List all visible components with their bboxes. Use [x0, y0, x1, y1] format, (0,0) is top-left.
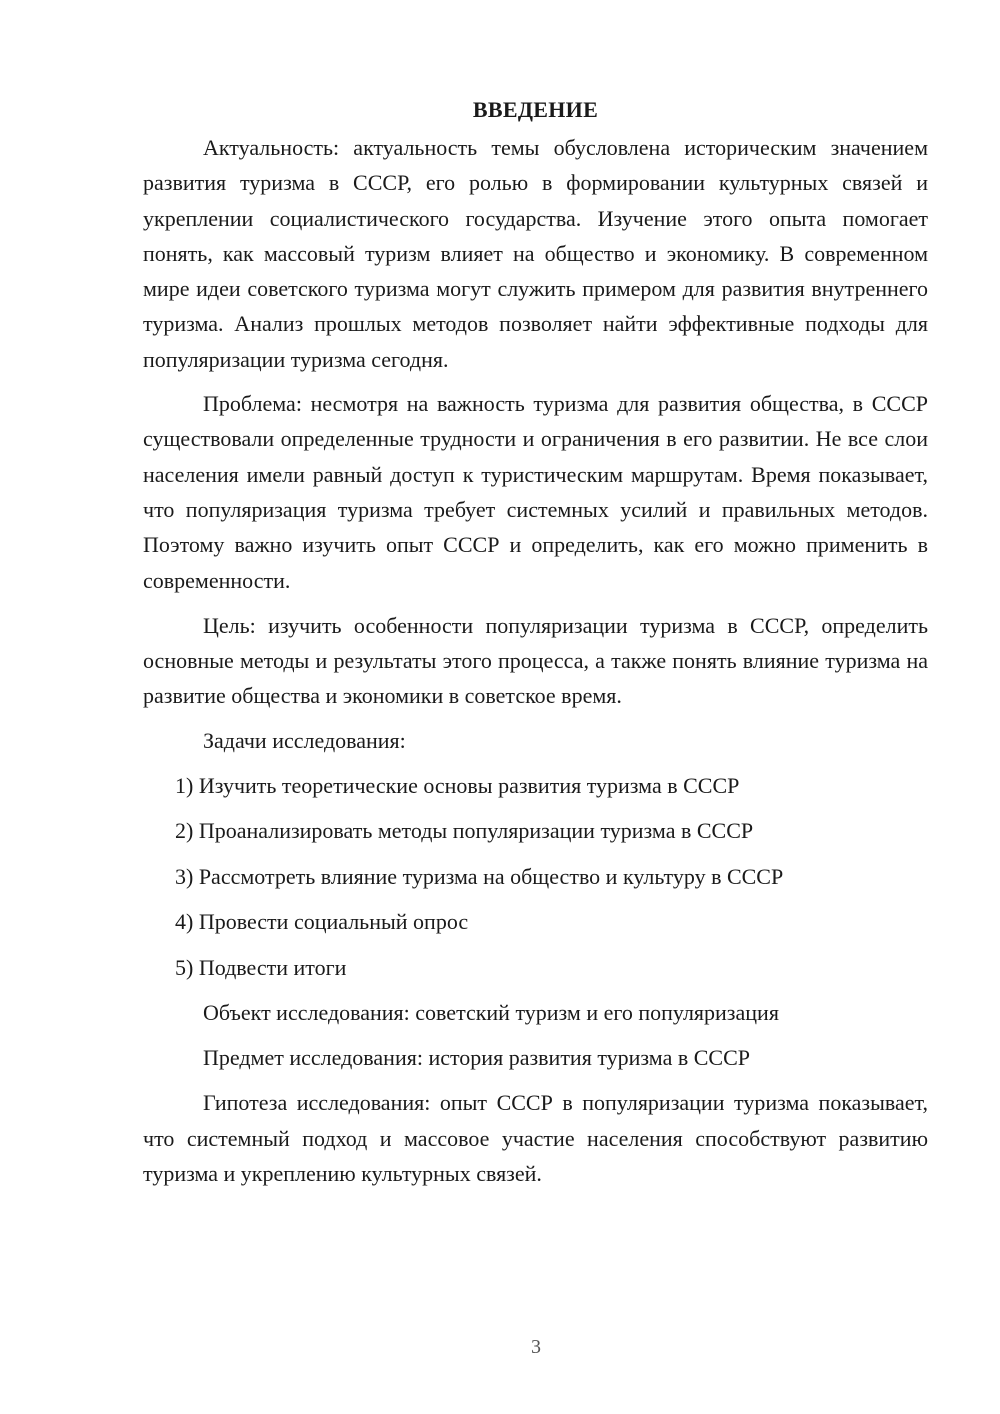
- hypothesis-paragraph: Гипотеза исследования: опыт СССР в популяризации туризма показывает, что системный подход и массовое участие населения способствуют развитию туризма и укреплению культурных связей.: [143, 1090, 928, 1186]
- task-item: 3) Рассмотреть влияние туризма на общество и культуру в СССР: [175, 863, 784, 889]
- relevance-paragraph: Актуальность: актуальность темы обусловлена историческим значением развития туризма в СССР, его ролью в формировании культурных связей и укреплении социалистического государства. Изучение этого опыта помогает понять, как массовый туризм влияет на общество и экономику. В современном мире идеи советского туризма могут служить примером для развития внутреннего туризма. Анализ прошлых методов позволяет найти эффективные подходы для популяризации туризма сегодня.: [143, 135, 928, 372]
- goal-paragraph: Цель: изучить особенности популяризации туризма в СССР, определить основные методы и результаты этого процесса, а также понять влияние туризма на развитие общества и экономики в советское время.: [143, 612, 928, 709]
- page-number: 3: [531, 1336, 541, 1358]
- problem-paragraph: Проблема: несмотря на важность туризма для развития общества, в СССР существовали определенные трудности и ограничения в его развитии. Не все слои населения имели равный доступ к туристическим маршрутам. Время показывает, что популяризация туризма требует системных усилий и правильных методов. Поэтому важно изучить опыт СССР и определить, как его можно применить в современности.: [143, 391, 928, 593]
- document-page: [143, 92, 928, 1200]
- tasks-title: Задачи исследования:: [203, 727, 406, 753]
- section-heading: ВВЕДЕНИЕ: [472, 97, 599, 122]
- tasks-list: [143, 768, 928, 985]
- task-item: 1) Изучить теоретические основы развития туризма в СССР: [175, 772, 740, 798]
- task-item: 2) Проанализировать методы популяризации туризма в СССР: [175, 818, 754, 844]
- research-object: Объект исследования: советский туризм и его популяризация: [203, 1000, 779, 1026]
- task-item: 5) Подвести итоги: [175, 954, 347, 980]
- research-subject: Предмет исследования: история развития туризма в СССР: [203, 1045, 750, 1071]
- task-item: 4) Провести социальный опрос: [175, 909, 469, 935]
